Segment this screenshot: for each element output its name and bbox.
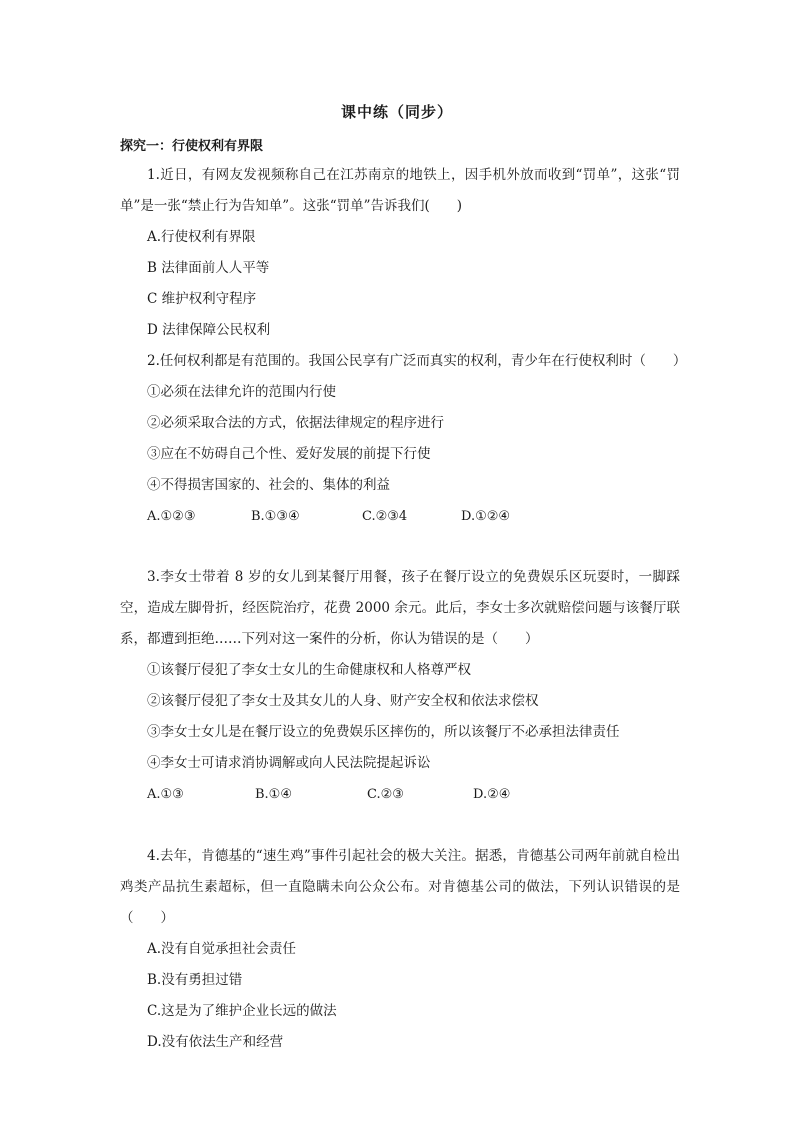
question-3-item-4: ④李女士可请求消协调解或向人民法院提起诉讼 (147, 755, 431, 771)
question-3-options (120, 779, 680, 810)
question-2-options (120, 501, 680, 532)
question-4-stem: 4.去年，肯德基的“速生鸡”事件引起社会的极大关注。据悉，肯德基公司两年前就自检出鸡类产品抗生素超标，但一直隐瞒未向公众公布。对肯德基公司的做法，下列认识错误的是（ ） (120, 848, 680, 926)
section-heading: 探究一：行使权利有界限 (120, 139, 264, 154)
page-title: 课中练（同步） (340, 103, 453, 121)
question-3-option-c: C.②③ (367, 787, 404, 802)
question-3-option-b: B.①④ (255, 787, 292, 802)
question-2-option-b: B.①③④ (251, 509, 300, 524)
question-1 (120, 160, 680, 346)
question-2 (120, 346, 687, 532)
question-3-option-a: A.①③ (147, 787, 184, 802)
question-4-option-a: A.没有自觉承担社会责任 (147, 941, 297, 957)
question-1-option-b: B 法律面前人人平等 (147, 260, 270, 276)
question-1-option-c: C 维护权利守程序 (147, 291, 257, 307)
question-4-option-d: D.没有依法生产和经营 (147, 1034, 284, 1050)
question-1-option-d: D 法律保障公民权利 (147, 322, 271, 338)
question-3-option-d: D.②④ (473, 787, 511, 802)
question-1-stem: 1.近日，有网友发视频称自己在江苏南京的地铁上，因手机外放而收到“罚单”，这张“罚单”是一张“禁止行为告知单”。这张“罚单”告诉我们( ) (120, 167, 680, 214)
question-4-option-b: B.没有勇担过错 (147, 972, 243, 988)
question-2-stem: 2.任何权利都是有范围的。我国公民享有广泛而真实的权利，青少年在行使权利时（ ） (147, 353, 687, 369)
question-2-item-1: ①必须在法律允许的范围内行使 (147, 384, 336, 400)
question-2-option-d: D.①②④ (461, 509, 511, 524)
question-1-option-a: A.行使权利有界限 (147, 229, 256, 245)
question-2-option-a: A.①②③ (147, 509, 196, 524)
question-3-item-3: ③李女士女儿是在餐厅设立的免费娱乐区摔伤的，所以该餐厅不必承担法律责任 (147, 724, 620, 740)
question-2-option-c: C.②③4 (362, 509, 408, 524)
question-3 (120, 562, 680, 810)
question-2-item-3: ③应在不妨碍自己个性、爱好发展的前提下行使 (147, 446, 431, 462)
question-3-item-1: ①该餐厅侵犯了李女士女儿的生命健康权和人格尊严权 (147, 662, 471, 678)
question-4-option-c: C.这是为了维护企业长远的做法 (147, 1003, 337, 1019)
question-4 (120, 841, 680, 1058)
question-3-stem: 3.李女士带着 8 岁的女儿到某餐厅用餐，孩子在餐厅设立的免费娱乐区玩耍时，一脚踩空，造成左脚骨折，经医院治疗，花费 2000 余元。此后，李女士多次就赔偿问题与该餐厅联系，都遭到拒绝……下列对这一案件的分析，你认为错误的是（ ） (120, 569, 680, 647)
question-3-item-2: ②该餐厅侵犯了李女士及其女儿的人身、财产安全权和依法求偿权 (147, 693, 539, 709)
question-2-item-4: ④不得损害国家的、社会的、集体的利益 (147, 477, 390, 493)
question-2-item-2: ②必须采取合法的方式，依据法律规定的程序进行 (147, 415, 444, 431)
